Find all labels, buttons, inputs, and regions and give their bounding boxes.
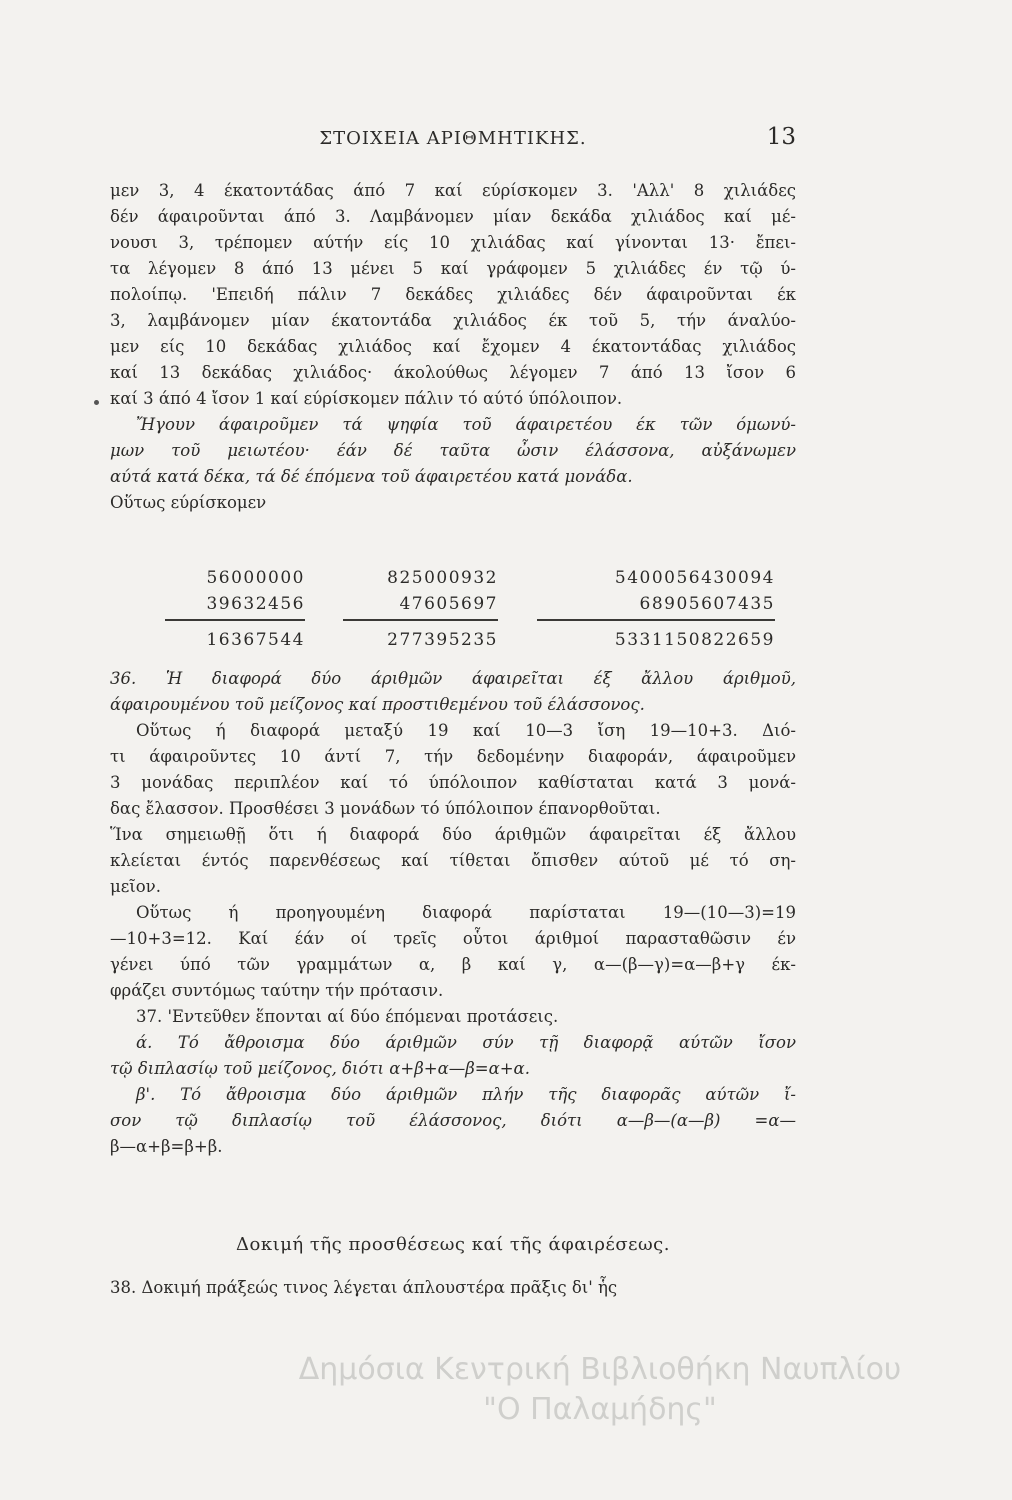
subtrahend: 68905607435 bbox=[639, 594, 775, 614]
text-line: μεῖον. bbox=[110, 877, 161, 896]
subtraction-example bbox=[165, 565, 305, 653]
text-line: μεν 3, 4 έκατοντάδας άπό 7 καί εύρίσκομεν 3. 'Αλλ' 8 χιλιάδες bbox=[110, 181, 796, 200]
examples-intro: Οὕτως εύρίσκομεν bbox=[110, 493, 267, 512]
watermark-line: Δημόσια Κεντρική Βιβλιοθήκη Ναυπλίου bbox=[298, 1352, 902, 1387]
sum-rule bbox=[537, 619, 775, 621]
text-line: δέν άφαιροῦνται άπό 3. Λαμβάνομεν μίαν δεκάδα χιλιάδος καί μέ- bbox=[110, 207, 796, 226]
text-line: Ἵνα σημειωθῇ ὅτι ή διαφορά δύο άριθμῶν άφαιρεῖται έξ ἄλλου bbox=[110, 825, 796, 844]
subtrahend: 47605697 bbox=[399, 594, 498, 614]
page-number: 13 bbox=[766, 124, 796, 150]
text-line: 36. Ἡ διαφορά δύο άριθμῶν άφαιρεῖται έξ ἄλλου άριθμοῦ, bbox=[110, 669, 796, 688]
subtrahend: 39632456 bbox=[206, 594, 305, 614]
text-line: Οὕτως ή προηγουμένη διαφορά παρίσταται 19—(10—3)=19 bbox=[136, 903, 796, 922]
subtraction-example bbox=[343, 565, 498, 653]
text-line: 37. 'Εντεῦθεν ἕπονται αί δύο έπόμεναι προτάσεις. bbox=[136, 1007, 559, 1026]
text-line: τα λέγομεν 8 άπό 13 μένει 5 καί γράφομεν 5 χιλιάδες έν τῷ ύ- bbox=[110, 259, 796, 278]
watermark-line: "Ο Παλαμήδης" bbox=[483, 1392, 717, 1427]
difference: 5331150822659 bbox=[614, 630, 775, 650]
rule-line: αύτά κατά δέκα, τά δέ έπόμενα τοῦ άφαιρετέου κατά μονάδα. bbox=[110, 467, 633, 486]
text-line: πολοίπῳ. 'Επειδή πάλιν 7 δεκάδες χιλιάδες δέν άφαιροῦνται έκ bbox=[110, 285, 796, 304]
section-36 bbox=[110, 666, 796, 1160]
body-text bbox=[110, 178, 796, 516]
text-line: σον τῷ διπλασίῳ τοῦ έλάσσονος, διότι α—β—(α—β) =α— bbox=[110, 1111, 796, 1130]
sum-rule bbox=[165, 619, 305, 621]
text-line: —10+3=12. Καί έάν οί τρεῖς οὗτοι άριθμοί παρασταθῶσιν έν bbox=[110, 929, 796, 948]
minuend: 56000000 bbox=[206, 568, 305, 588]
margin-mark bbox=[94, 400, 99, 405]
text-line: β'. Τό ἄθροισμα δύο άριθμῶν πλήν τῆς διαφορᾶς αύτῶν ἴ- bbox=[136, 1085, 796, 1104]
section-38-line: 38. Δοκιμή πράξεώς τινος λέγεται άπλουστέρα πρᾶξις δι' ἧς bbox=[110, 1278, 618, 1297]
text-line: ά. Τό ἄθροισμα δύο άριθμῶν σύν τῇ διαφορᾷ αύτῶν ἴσον bbox=[136, 1033, 796, 1052]
text-line: δας ἔλασσον. Προσθέσει 3 μονάδων τό ύπόλοιπον έπανορθοῦται. bbox=[110, 799, 661, 818]
text-line: τι άφαιροῦντες 10 άντί 7, τήν δεδομένην διαφοράν, άφαιροῦμεν bbox=[110, 747, 796, 766]
text-line: καί 13 δεκάδας χιλιάδος· άκολούθως λέγομεν 7 άπό 13 ἴσον 6 bbox=[110, 363, 796, 382]
text-line: κλείεται έντός παρενθέσεως καί τίθεται ὄπισθεν αύτοῦ μέ τό ση- bbox=[110, 851, 796, 870]
minuend: 825000932 bbox=[387, 568, 498, 588]
library-watermark bbox=[230, 1350, 970, 1430]
difference: 16367544 bbox=[206, 630, 305, 650]
text-line: φράζει συντόμως ταύτην τήν πρότασιν. bbox=[110, 981, 444, 1000]
text-line: γένει ύπό τῶν γραμμάτων α, β καί γ, α—(β—γ)=α—β+γ έκ- bbox=[110, 955, 796, 974]
text-line: 3, λαμβάνομεν μίαν έκατοντάδα χιλιάδος έκ τοῦ 5, τήν άναλύο- bbox=[110, 311, 796, 330]
text-line: β—α+β=β+β. bbox=[110, 1137, 223, 1156]
header-title: ΣΤΟΙΧΕΙΑ ΑΡΙΘΜΗΤΙΚΗΣ. bbox=[319, 128, 587, 149]
sum-rule bbox=[343, 619, 498, 621]
section-heading: Δοκιμή τῆς προσθέσεως καί τῆς άφαιρέσεως. bbox=[236, 1234, 670, 1255]
text-line: τῷ διπλασίῳ τοῦ μείζονος, διότι α+β+α—β=α+α. bbox=[110, 1059, 530, 1078]
text-line: άφαιρουμένου τοῦ μείζονος καί προστιθεμένου τοῦ έλάσσονος. bbox=[110, 695, 645, 714]
difference: 277395235 bbox=[387, 630, 498, 650]
running-header bbox=[110, 124, 796, 158]
text-line: 3 μονάδας περιπλέον καί τό ύπόλοιπον καθίσταται κατά 3 μονά- bbox=[110, 773, 796, 792]
rule-line: μων τοῦ μειωτέου· έάν δέ ταῦτα ὦσιν έλάσσονα, αὐξάνωμεν bbox=[110, 441, 796, 460]
minuend: 5400056430094 bbox=[614, 568, 775, 588]
text-line: Οὕτως ή διαφορά μεταξύ 19 καί 10—3 ἴση 19—10+3. Διό- bbox=[136, 721, 796, 740]
rule-line: Ἤγουν άφαιροῦμεν τά ψηφία τοῦ άφαιρετέου έκ τῶν όμωνύ- bbox=[136, 415, 796, 434]
subtraction-example bbox=[537, 565, 775, 653]
text-line: μεν είς 10 δεκάδας χιλιάδος καί ἔχομεν 4 έκατοντάδας χιλιάδος bbox=[110, 337, 796, 356]
text-line: καί 3 άπό 4 ἴσον 1 καί εύρίσκομεν πάλιν τό αύτό ύπόλοιπον. bbox=[110, 389, 623, 408]
text-line: νουσι 3, τρέπομεν αύτήν είς 10 χιλιάδας καί γίνονται 13· ἔπει- bbox=[110, 233, 796, 252]
